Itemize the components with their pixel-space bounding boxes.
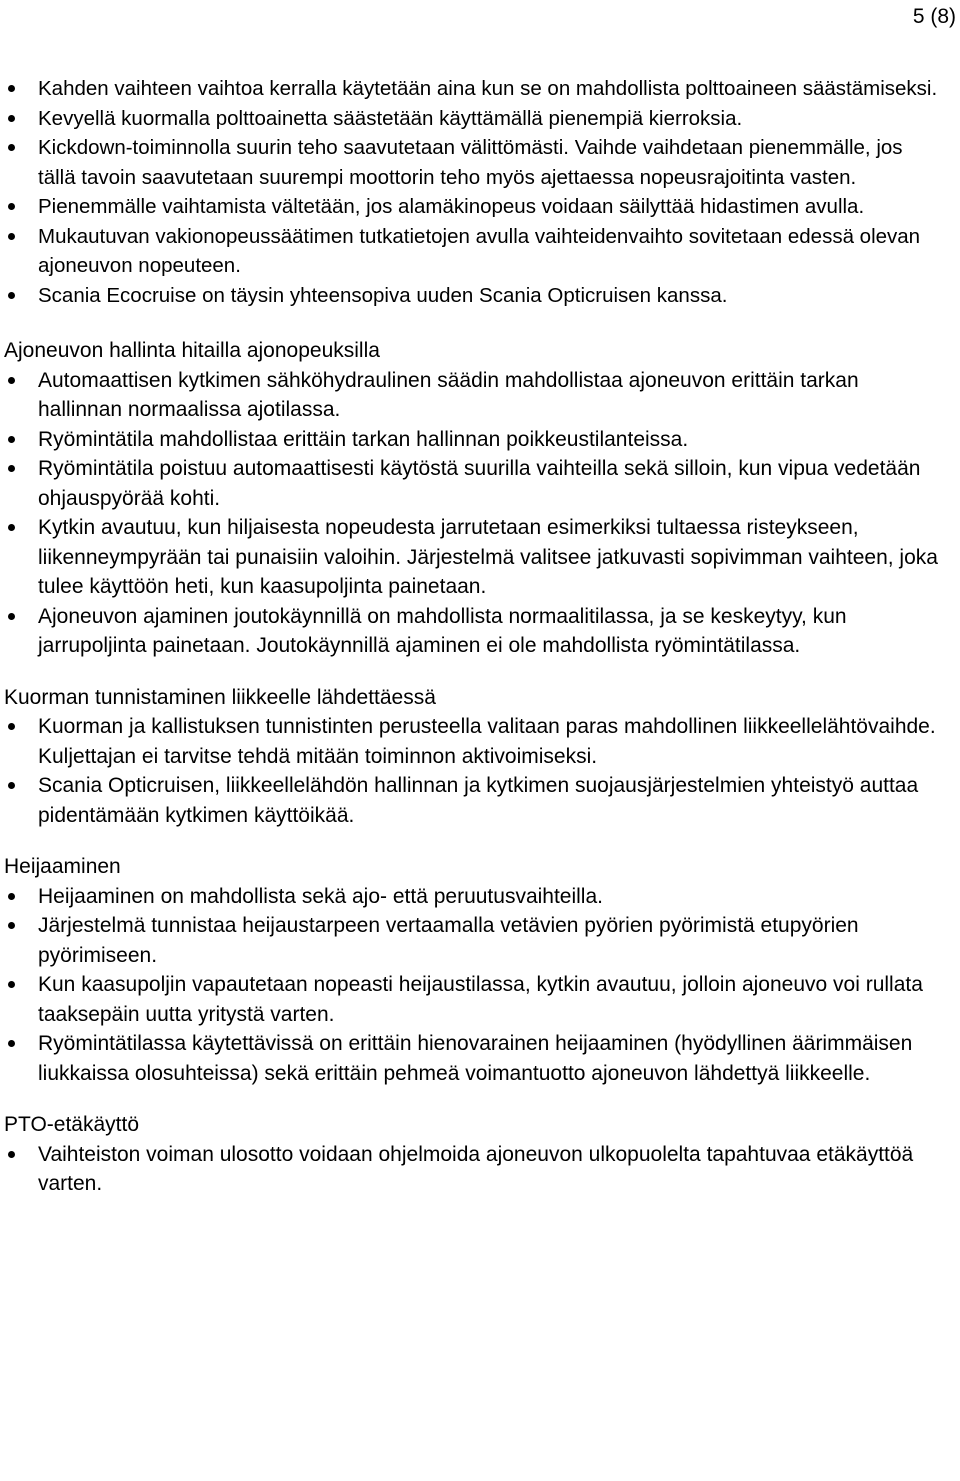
bullet-icon — [8, 613, 15, 620]
bullet-list — [0, 366, 945, 661]
list-item-text: Scania Ecocruise on täysin yhteensopiva uuden Scania Opticruisen kanssa. — [38, 283, 728, 307]
bullet-icon — [8, 233, 15, 240]
bullet-icon — [8, 144, 15, 151]
list-item — [0, 133, 945, 192]
section-heading: PTO-etäkäyttö — [4, 1113, 140, 1136]
list-item — [0, 513, 945, 602]
section-low-speed-control — [0, 336, 945, 661]
list-item — [0, 970, 945, 1029]
list-item-text: Järjestelmä tunnistaa heijaustarpeen vertaamalla vetävien pyörien pyörimistä etupyörien pyörimiseen. — [38, 914, 859, 967]
list-item-text: Automaattisen kytkimen sähköhydraulinen säädin mahdollistaa ajoneuvon erittäin tarkan hallinnan normaalissa ajotilassa. — [38, 368, 859, 421]
section-heading: Ajoneuvon hallinta hitailla ajonopeuksilla — [4, 339, 380, 362]
list-item — [0, 911, 945, 970]
list-item-text: Pienemmälle vaihtamista vältetään, jos alamäkinopeus voidaan säilyttää hidastimen avulla. — [38, 195, 865, 218]
bullet-list — [0, 74, 945, 310]
document-body — [0, 74, 945, 1221]
list-item-text: Kuorman ja kallistuksen tunnistinten perusteella valitaan paras mahdollinen liikkeellelähtövaihde. Kuljettajan ei tarvitse tehdä mitään toiminnon aktivoimiseksi. — [38, 715, 936, 768]
list-item — [0, 74, 945, 104]
list-item-text: Vaihteiston voiman ulosotto voidaan ohjelmoida ajoneuvon ulkopuolelta tapahtuvaa etäkäyttöä varten. — [38, 1142, 914, 1195]
list-item — [0, 192, 945, 222]
bullet-icon — [8, 1040, 15, 1047]
bullet-icon — [8, 203, 15, 210]
list-item-text: Kevyellä kuormalla polttoainetta säästetään käyttämällä pienempiä kierroksia. — [38, 106, 743, 130]
bullet-icon — [8, 893, 15, 900]
list-item — [0, 222, 945, 281]
list-item — [0, 281, 945, 311]
list-item — [0, 771, 945, 830]
bullet-icon — [8, 1151, 15, 1158]
list-item-text: Ajoneuvon ajaminen joutokäynnillä on mahdollista normaalitilassa, ja se keskeytyy, kun jarrupoljinta painetaan. Joutokäynnillä ajaminen ei ole mahdollista ryömintätilassa. — [38, 604, 847, 657]
list-item — [0, 425, 945, 455]
bullet-icon — [8, 377, 15, 384]
bullet-icon — [8, 922, 15, 929]
bullet-icon — [8, 723, 15, 730]
list-item — [0, 1140, 945, 1199]
list-item-text: Scania Opticruisen, liikkeellelähdön hallinnan ja kytkimen suojausjärjestelmien yhteistyö auttaa pidentämään kytkimen käyttöikää. — [38, 774, 919, 827]
bullet-list — [0, 712, 945, 830]
section-pto-remote — [0, 1110, 945, 1199]
list-item-text: Heijaaminen on mahdollista sekä ajo- että peruutusvaihteilla. — [38, 884, 603, 908]
list-item-text: Kun kaasupoljin vapautetaan nopeasti heijaustilassa, kytkin avautuu, jolloin ajoneuvo voi rullata taaksepäin uutta yritystä varten. — [38, 973, 923, 1026]
list-item-text: Kahden vaihteen vaihtoa kerralla käytetään aina kun se on mahdollista polttoaineen säästämiseksi. — [38, 77, 938, 100]
bullet-icon — [8, 436, 15, 443]
bullet-icon — [8, 85, 15, 92]
section-heading: Kuorman tunnistaminen liikkeelle lähdettäessä — [4, 685, 436, 709]
list-item — [0, 602, 945, 661]
bullet-icon — [8, 465, 15, 472]
bullet-icon — [8, 292, 15, 299]
list-item — [0, 104, 945, 134]
list-item-text: Kytkin avautuu, kun hiljaisesta nopeudesta jarrutetaan esimerkiksi tultaessa risteykseen, liikenneympyrään tai punaisiin valoihin. Järjestelmä valitsee jatkuvasti sopivimman vaihteen, joka tulee käyttöön heti, kun kaasupoljinta painetaan. — [38, 516, 938, 598]
list-item — [0, 366, 945, 425]
list-item-text: Kickdown-toiminnolla suurin teho saavutetaan välittömästi. Vaihde vaihdetaan pienemmälle, jos tällä tavoin saavutetaan suurempi moottorin teho myös ajettaessa nopeusrajoitinta vasten. — [38, 136, 903, 189]
section-rocking — [0, 852, 945, 1088]
bullet-list — [0, 882, 945, 1089]
bullet-list — [0, 1140, 945, 1199]
bullet-icon — [8, 524, 15, 531]
section-gear-shifting — [0, 74, 945, 310]
page-number: 5 (8) — [912, 5, 956, 28]
list-item-text: Ryömintätila poistuu automaattisesti käytöstä suurilla vaihteilla sekä silloin, kun vipua vedetään ohjauspyörää kohti. — [38, 457, 921, 510]
list-item — [0, 1029, 945, 1088]
bullet-icon — [8, 981, 15, 988]
section-heading: Heijaaminen — [4, 855, 121, 878]
list-item — [0, 712, 945, 771]
list-item-text: Mukautuvan vakionopeussäätimen tutkatietojen avulla vaihteidenvaihto sovitetaan edessä olevan ajoneuvon nopeuteen. — [38, 224, 921, 277]
list-item-text: Ryömintätila mahdollistaa erittäin tarkan hallinnan poikkeustilanteissa. — [38, 427, 689, 451]
list-item-text: Ryömintätilassa käytettävissä on erittäin hienovarainen heijaaminen (hyödyllinen äärimmäisen liukkaissa olosuhteissa) sekä erittäin pehmeä voimantuotto ajoneuvon lähdettyä liikkeelle. — [38, 1032, 913, 1085]
bullet-icon — [8, 115, 15, 122]
list-item — [0, 882, 945, 912]
list-item — [0, 454, 945, 513]
section-load-detection — [0, 683, 945, 831]
bullet-icon — [8, 782, 15, 789]
